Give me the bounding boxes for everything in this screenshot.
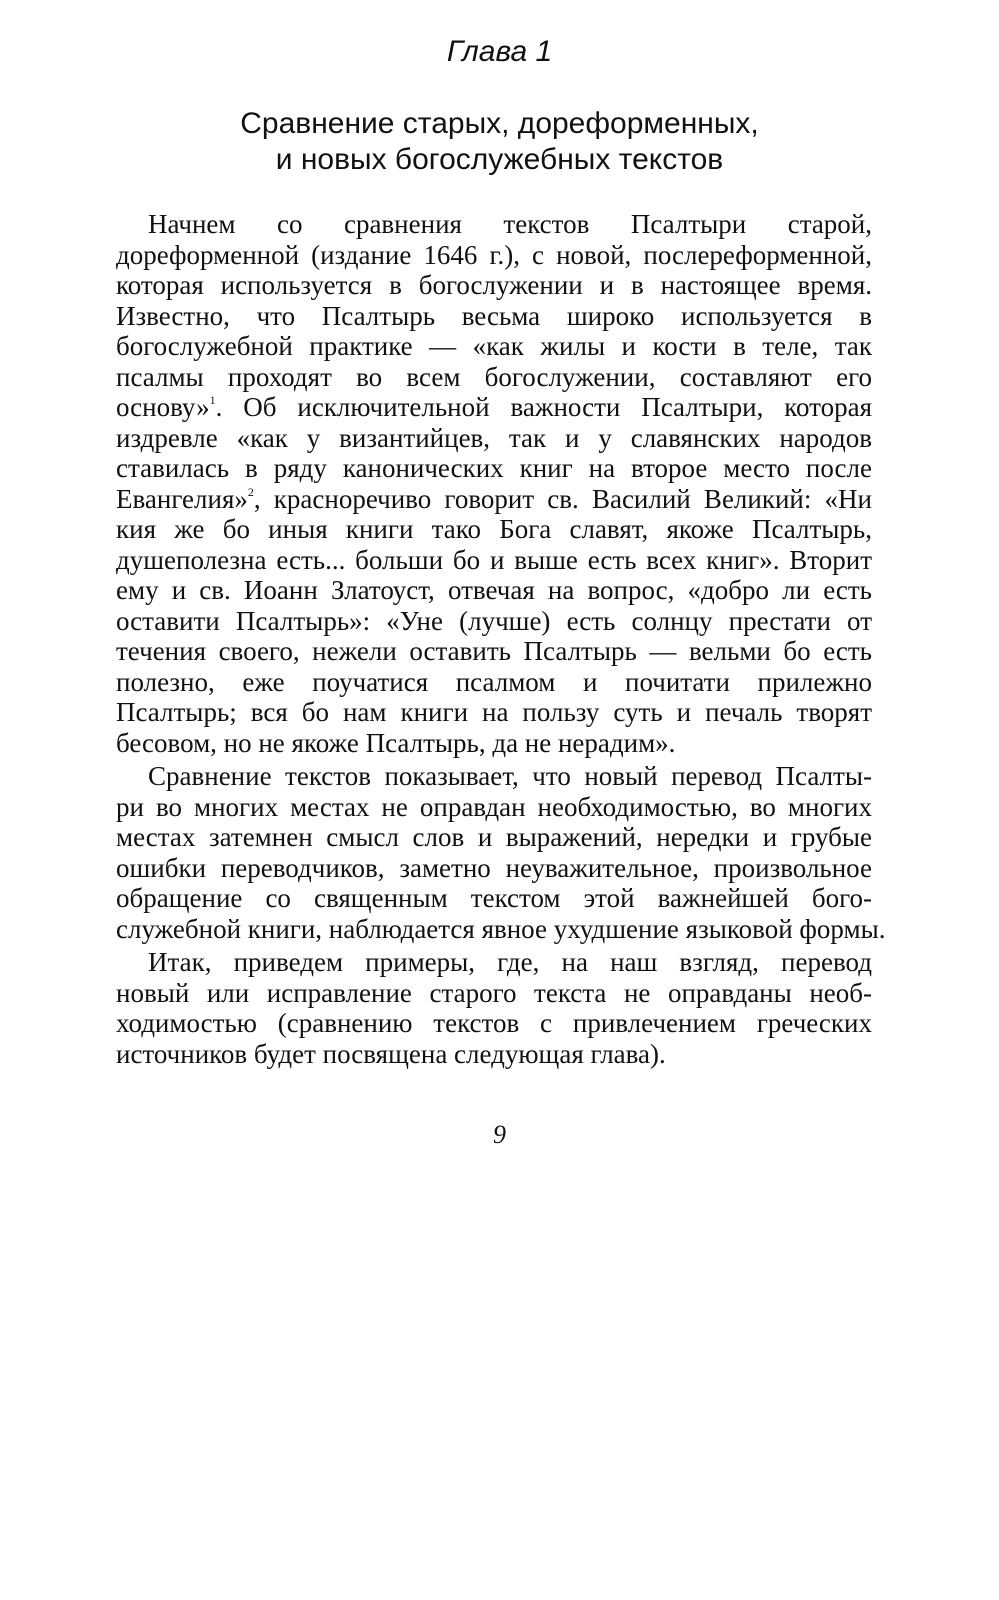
chapter-title-line: и новых богослужебных текстов <box>275 143 724 176</box>
text-line: псалмы проходят во всем богослужении, составляют его <box>116 361 872 392</box>
body-text <box>116 209 886 1069</box>
chapter-heading: Глава 1 <box>446 35 553 68</box>
text-line: Известно, что Псалтырь весьма широко используется в <box>116 300 872 331</box>
text-line: местах затемнен смысл слов и выражений, нередки и грубые <box>116 822 872 852</box>
text-line: Евангелия»$^2$, красноречиво говорит св. Василий Великий: «Ни <box>116 483 872 514</box>
text-line: ри во многих местах не оправдан необходимостью, во многих <box>116 791 872 822</box>
text-line: кия же бо иныя книги тако Бога славят, якоже Псалтырь, <box>116 514 872 544</box>
text-line: новый или исправление старого текста не оправданы необ- <box>116 977 872 1008</box>
text-line: ему и св. Иоанн Златоуст, отвечая на вопрос, «добро ли есть <box>116 575 872 605</box>
text-line: ошибки переводчиков, заметно неуважительное, произвольное <box>116 852 872 883</box>
paragraph <box>116 761 886 944</box>
text-line: душеполезна есть... больши бо и выше есть всех книг». Вторит <box>116 544 872 575</box>
text-line: дореформенной (издание 1646 г.), с новой, послереформенной, <box>116 239 872 270</box>
text-line: Псалтырь; вся бо нам книги на пользу суть и печаль творят <box>116 697 872 727</box>
page-number: 9 <box>493 1120 506 1149</box>
text-line: ходимостью (сравнению текстов с привлечением греческих <box>116 1008 872 1038</box>
footnote-mark: 1 <box>209 393 216 407</box>
text-line: бесовом, но не якоже Псалтырь, да не нерадим». <box>116 727 676 758</box>
footnote-mark: 2 <box>247 484 254 499</box>
text-line: течения своего, нежели оставить Псалтырь — вельми бо есть <box>116 636 872 666</box>
text-line: Сравнение текстов показывает, что новый перевод Псалты- <box>148 761 872 791</box>
text-line: ставилась в ряду канонических книг на второе место после <box>116 453 872 483</box>
text-line: обращение со священным текстом этой важнейшей бого- <box>116 883 872 913</box>
text-line: которая используется в богослужении и в настоящее время. <box>116 270 872 300</box>
text-line: полезно, еже поучатися псалмом и почитати прилежно <box>116 666 872 697</box>
text-line: богослужебной практике — «как жилы и кости в теле, так <box>116 331 872 361</box>
text-line: основу»$^1$. Об исключительной важности Псалтыри, которая <box>116 392 872 422</box>
chapter-title-line: Сравнение старых, дореформенных, <box>240 107 759 140</box>
text-line: источников будет посвящена следующая глава). <box>116 1038 666 1069</box>
paragraph <box>116 209 872 758</box>
text-line: оставити Псалтырь»: «Уне (лучше) есть солнцу престати от <box>116 605 872 636</box>
text-line: издревле «как у византийцев, так и у славянских народов <box>116 422 872 453</box>
chapter-title <box>0 106 999 178</box>
paragraph <box>116 947 872 1069</box>
text-line: служебной книги, наблюдается явное ухудшение языковой формы. <box>116 913 886 944</box>
text-line: Начнем со сравнения текстов Псалтыри старой, <box>148 209 872 239</box>
text-line: Итак, приведем примеры, где, на наш взгляд, перевод <box>148 947 872 977</box>
